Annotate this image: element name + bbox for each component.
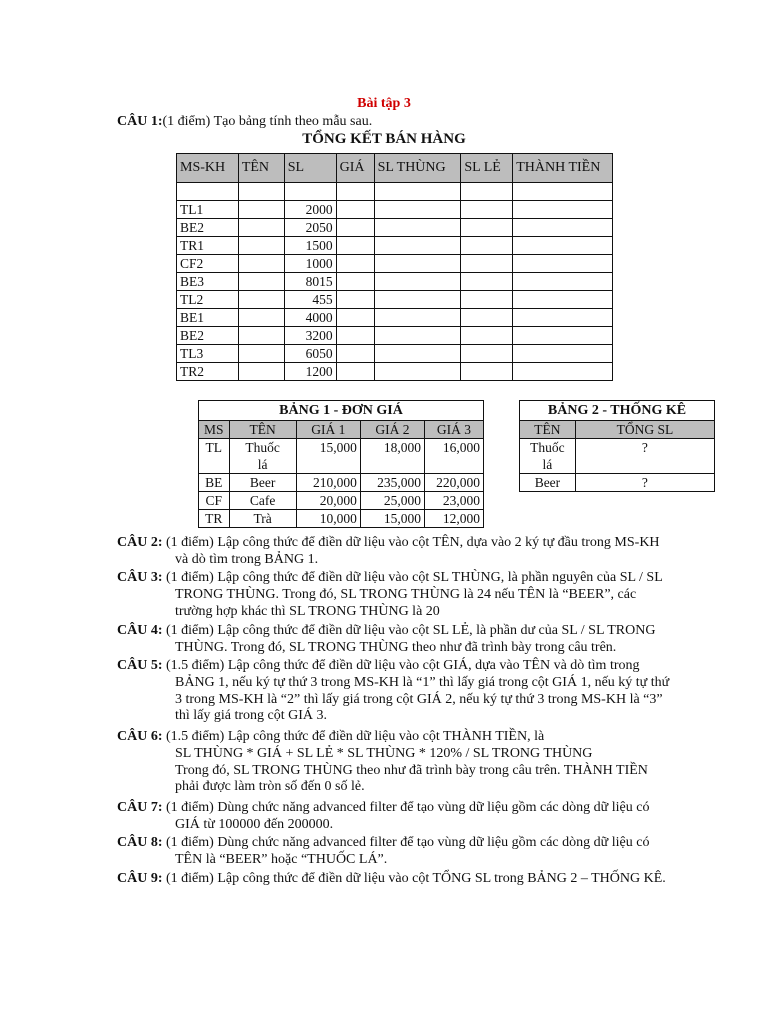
table-row	[520, 439, 715, 474]
ms-cell: CF	[199, 492, 230, 510]
table-row	[199, 474, 484, 492]
mskh-cell: CF2	[177, 255, 239, 273]
sl-cell: 3200	[284, 327, 336, 345]
question-label: CÂU 4:	[117, 623, 163, 638]
sl-cell: 1000	[284, 255, 336, 273]
question-line: và dò tìm trong BẢNG 1.	[175, 551, 319, 567]
question-line: (1 điểm) Dùng chức năng advanced filter để tạo vùng dữ liệu gồm các dòng dữ liệu có	[166, 800, 650, 815]
question-line: Trong đó, SL TRONG THÙNG theo như đã trình bày trong câu trên. THÀNH TIỀN	[175, 762, 648, 778]
column-header: GIÁ	[336, 154, 374, 183]
sl-cell: 1200	[284, 363, 336, 381]
name-cell	[520, 439, 576, 474]
name-line: Thuốc	[245, 440, 280, 455]
question-line: (1 điểm) Lập công thức để điền dữ liệu vào cột SL THÙNG, là phần nguyên của SL / SL	[166, 570, 663, 585]
question-3	[117, 570, 709, 620]
question-line: trường hợp khác thì SL TRONG THÙNG là 20	[175, 603, 440, 619]
question-label: CÂU 5:	[117, 658, 163, 673]
question-line: TÊN là “BEER” hoặc “THUỐC LÁ”.	[175, 851, 388, 867]
column-header: TỔNG SL	[575, 421, 714, 439]
table-row	[199, 439, 484, 474]
sl-cell: 2000	[284, 201, 336, 219]
price-table	[198, 400, 484, 528]
sl-cell: 2050	[284, 219, 336, 237]
question-5	[117, 658, 709, 725]
question-line: (1.5 điểm) Lập công thức để điền dữ liệu vào cột THÀNH TIỀN, là	[166, 729, 545, 744]
question-line: phải được làm tròn số đến 0 số lẻ.	[175, 779, 365, 795]
table-row	[177, 363, 613, 381]
question-line: (1.5 điểm) Lập công thức để điền dữ liệu vào cột GIÁ, dựa vào TÊN và dò tìm trong	[166, 658, 640, 673]
table-row	[177, 201, 613, 219]
price-cell: 23,000	[424, 492, 483, 510]
question-label: CÂU 6:	[117, 729, 163, 744]
sl-cell: 4000	[284, 309, 336, 327]
table-row	[199, 492, 484, 510]
ms-cell: BE	[199, 474, 230, 492]
exercise-title: Bài tập 3	[357, 96, 411, 111]
name-line: Thuốc	[530, 440, 565, 455]
question-label: CÂU 7:	[117, 800, 163, 815]
table-row	[177, 345, 613, 363]
column-header: TÊN	[238, 154, 284, 183]
price-cell: 15,000	[360, 510, 424, 528]
question-line: THÙNG. Trong đó, SL TRONG THÙNG theo như đã trình bày trong câu trên.	[175, 639, 617, 655]
price-cell: 18,000	[360, 439, 424, 474]
main-table-heading: TỔNG KẾT BÁN HÀNG	[302, 131, 466, 147]
sl-cell: 8015	[284, 273, 336, 291]
question-line: GIÁ từ 100000 đến 200000.	[175, 816, 334, 832]
question-2	[117, 535, 709, 569]
price-cell: 12,000	[424, 510, 483, 528]
question-6	[117, 729, 709, 796]
ms-cell: TR	[199, 510, 230, 528]
question-label: CÂU 9:	[117, 871, 163, 886]
price-cell: 16,000	[424, 439, 483, 474]
mskh-cell: BE1	[177, 309, 239, 327]
ms-cell: TL	[199, 439, 230, 474]
table-header-row	[520, 421, 715, 439]
question-1	[117, 114, 372, 130]
sl-cell: 6050	[284, 345, 336, 363]
question-line: BẢNG 1, nếu ký tự thứ 3 trong MS-KH là “1” thì lấy giá trong cột GIÁ 1, nếu ký tự thứ	[175, 674, 670, 690]
table-row	[177, 327, 613, 345]
price-cell: 10,000	[296, 510, 360, 528]
total-cell: ?	[575, 474, 714, 492]
name-cell: Beer	[520, 474, 576, 492]
question-line: SL THÙNG * GIÁ + SL LẺ * SL THÙNG * 120% / SL TRONG THÙNG	[175, 745, 593, 761]
price-cell: 15,000	[296, 439, 360, 474]
column-header: GIÁ 2	[360, 421, 424, 439]
question-line: (1 điểm) Lập công thức để điền dữ liệu vào cột TỔNG SL trong BẢNG 2 – THỐNG KÊ.	[166, 871, 666, 886]
mskh-cell: BE3	[177, 273, 239, 291]
price-cell: 25,000	[360, 492, 424, 510]
question-label: CÂU 8:	[117, 835, 163, 850]
column-header: SL LẺ	[461, 154, 513, 183]
name-cell: Beer	[229, 474, 296, 492]
question-line: thì lấy giá trong cột GIÁ 3.	[175, 708, 328, 724]
price-cell: 210,000	[296, 474, 360, 492]
table-row	[177, 309, 613, 327]
price-cell: 20,000	[296, 492, 360, 510]
question-label: CÂU 3:	[117, 570, 163, 585]
mskh-cell: TL1	[177, 201, 239, 219]
spacer-row	[177, 183, 613, 201]
column-header: THÀNH TIỀN	[513, 154, 613, 183]
table-header-row	[177, 154, 613, 183]
price-cell: 235,000	[360, 474, 424, 492]
statistics-table-caption: BẢNG 2 - THỐNG KÊ	[520, 401, 715, 421]
question-text: (1 điểm) Tạo bảng tính theo mẫu sau.	[162, 114, 373, 129]
mskh-cell: TL3	[177, 345, 239, 363]
column-header: GIÁ 3	[424, 421, 483, 439]
name-cell: Cafe	[229, 492, 296, 510]
table-row	[177, 291, 613, 309]
name-cell	[229, 439, 296, 474]
column-header: TÊN	[229, 421, 296, 439]
sales-summary-table	[176, 153, 613, 381]
sl-cell: 455	[284, 291, 336, 309]
price-cell: 220,000	[424, 474, 483, 492]
table-row	[177, 219, 613, 237]
question-line: (1 điểm) Lập công thức để điền dữ liệu vào cột SL LẺ, là phần dư của SL / SL TRONG	[166, 623, 656, 638]
column-header: TÊN	[520, 421, 576, 439]
table-header-row	[199, 421, 484, 439]
question-line: (1 điểm) Dùng chức năng advanced filter để tạo vùng dữ liệu gồm các dòng dữ liệu có	[166, 835, 650, 850]
column-header: SL	[284, 154, 336, 183]
table-row	[199, 510, 484, 528]
table-row	[177, 255, 613, 273]
table-row	[177, 237, 613, 255]
name-line: lá	[542, 457, 553, 472]
column-header: MS	[199, 421, 230, 439]
mskh-cell: BE2	[177, 327, 239, 345]
price-table-caption: BẢNG 1 - ĐƠN GIÁ	[199, 401, 484, 421]
question-line: (1 điểm) Lập công thức để điền dữ liệu vào cột TÊN, dựa vào 2 ký tự đầu trong MS-KH	[166, 535, 660, 550]
question-4	[117, 623, 709, 657]
name-line: lá	[257, 457, 268, 472]
question-9	[117, 871, 709, 888]
mskh-cell: BE2	[177, 219, 239, 237]
question-label: CÂU 2:	[117, 535, 163, 550]
statistics-table	[519, 400, 715, 492]
question-8	[117, 835, 709, 869]
name-cell: Trà	[229, 510, 296, 528]
question-7	[117, 800, 709, 834]
table-row	[177, 273, 613, 291]
question-line: TRONG THÙNG. Trong đó, SL TRONG THÙNG là 24 nếu TÊN là “BEER”, các	[175, 586, 637, 602]
mskh-cell: TL2	[177, 291, 239, 309]
sl-cell: 1500	[284, 237, 336, 255]
table-row	[520, 474, 715, 492]
column-header: MS-KH	[177, 154, 239, 183]
question-label: CÂU 1:	[117, 114, 163, 129]
column-header: GIÁ 1	[296, 421, 360, 439]
total-cell: ?	[575, 439, 714, 474]
mskh-cell: TR2	[177, 363, 239, 381]
question-line: 3 trong MS-KH là “2” thì lấy giá trong cột GIÁ 2, nếu ký tự thứ 3 trong MS-KH là “3”	[175, 691, 663, 707]
mskh-cell: TR1	[177, 237, 239, 255]
column-header: SL THÙNG	[374, 154, 461, 183]
